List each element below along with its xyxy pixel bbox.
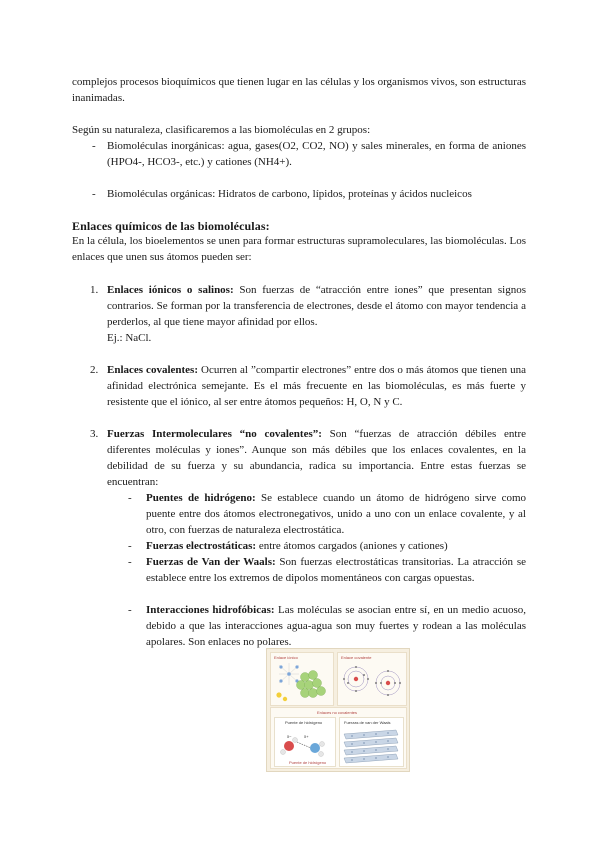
list-number: 2.	[90, 364, 99, 376]
hbond-sub-label: Puente de hidrógeno	[289, 760, 327, 765]
force-hydrogen-bond	[146, 490, 526, 538]
force-hydrophobic	[146, 602, 526, 650]
list-number: 3.	[90, 428, 99, 440]
van-der-waals-illustration	[340, 718, 403, 766]
list-number: 1.	[90, 284, 99, 296]
vdw-label: Fuerzas de van der Waals	[344, 720, 391, 725]
section-title: Enlaces químicos de las biomoléculas:	[72, 219, 270, 233]
bond-covalent	[107, 362, 526, 410]
force-title: Fuerzas electrostáticas:	[146, 540, 257, 552]
list-dash: -	[128, 604, 132, 616]
force-text: entre átomos cargados (aniones y cationes)	[256, 540, 448, 552]
list-dash: -	[128, 540, 132, 552]
list-dash: -	[92, 140, 96, 152]
force-electrostatic	[146, 538, 526, 554]
group-organic: Biomoléculas orgánicas: Hidratos de carbono, lípidos, proteínas y ácidos nucleicos	[107, 188, 472, 200]
ionic-bond-panel	[270, 652, 334, 706]
force-title: Fuerzas de Van der Waals:	[146, 556, 276, 568]
bond-title: Enlaces covalentes:	[107, 364, 198, 376]
delta-positive: δ+	[304, 734, 309, 739]
group-inorganic: Biomoléculas inorgánicas: agua, gases(O2, CO2, NO) y sales minerales, en forma de aniones (HPO4-, HCO3-, etc.) y cationes (NH4+).	[107, 140, 526, 168]
ionic-lattice-illustration	[271, 653, 333, 705]
section-intro: En la célula, los bioelementos se unen para formar estructuras supramoleculares, las biomoléculas. Los enlaces que unen sus átomos pueden ser:	[72, 235, 526, 263]
bond-example: Ej.: NaCl.	[107, 332, 152, 344]
bond-text: Son fuerzas de “atracción entre iones” que presentan signos contrarios. Se forman por la transferencia de electrones, desde el átomo con mayor tendencia a perderlos, al que tiene mayor afinidad por ellos.	[107, 284, 526, 328]
bond-title: Enlaces iónicos o salinos:	[107, 284, 234, 296]
noncovalent-label: Enlaces no covalentes	[317, 710, 358, 715]
bond-noncovalent	[107, 426, 526, 490]
bond-title: Fuerzas Intermoleculares “no covalentes”:	[107, 428, 322, 440]
force-text: Se establece cuando un átomo de hidrógeno sirve como puente entre dos átomos electronegativos, unido a uno con un enlace covalente, y al otro, con fuerzas de naturaleza electrostática.	[146, 492, 527, 536]
force-text: Son fuerzas electrostáticas transitorias. La atracción se establece entre los extremos de dipolos momentáneos con cargas opuestas.	[146, 556, 526, 584]
classification-sentence: Según su naturaleza, clasificaremos a las biomoléculas en 2 grupos:	[72, 124, 371, 136]
bond-text: Ocurren al ”compartir electrones” entre dos o más átomos que tienen una afinidad electrónica semejante. Es el más frecuente en las biomoléculas, es más fuerte y resistente que el iónico, al ser entre átomos pequeños: H, O, N y C.	[107, 364, 527, 408]
intro-continuation: complejos procesos bioquímicos que tienen lugar en las células y los organismos vivos, son estructuras inanimadas.	[72, 76, 526, 104]
list-dash: -	[92, 188, 96, 200]
covalent-bond-panel	[337, 652, 407, 706]
delta-negative: δ−	[287, 734, 292, 739]
hbond-label: Puente de hidrógeno	[285, 720, 323, 725]
bond-ionic	[107, 282, 526, 346]
list-dash: -	[128, 556, 132, 568]
bond-text: Son “fuerzas de atracción débiles entre diferentes moléculas y iones”. Aunque son más débiles que los enlaces covalentes, en la debilidad de su fuerza y su abundancia, radica su importancia. Entre estas fuerzas se encuentran:	[107, 428, 526, 488]
force-title: Interacciones hidrofóbicas:	[146, 604, 275, 616]
noncovalent-panel	[270, 707, 407, 769]
covalent-label: Enlace covalente	[341, 655, 372, 660]
hydrogen-bond-box	[274, 717, 336, 767]
force-text: Las moléculas se asocian entre sí, en un medio acuoso, debido a que las interacciones agua-agua son muy fuertes y rodean a las moléculas apolares. Son enlaces no polares.	[146, 604, 526, 648]
force-title: Puentes de hidrógeno:	[146, 492, 256, 504]
chemical-bonds-figure	[266, 648, 410, 772]
ionic-label: Enlace iónico	[274, 655, 298, 660]
list-dash: -	[128, 492, 132, 504]
van-der-waals-box	[339, 717, 404, 767]
force-van-der-waals	[146, 554, 526, 586]
covalent-atoms-illustration	[338, 653, 406, 705]
hydrogen-bond-illustration	[275, 718, 335, 766]
